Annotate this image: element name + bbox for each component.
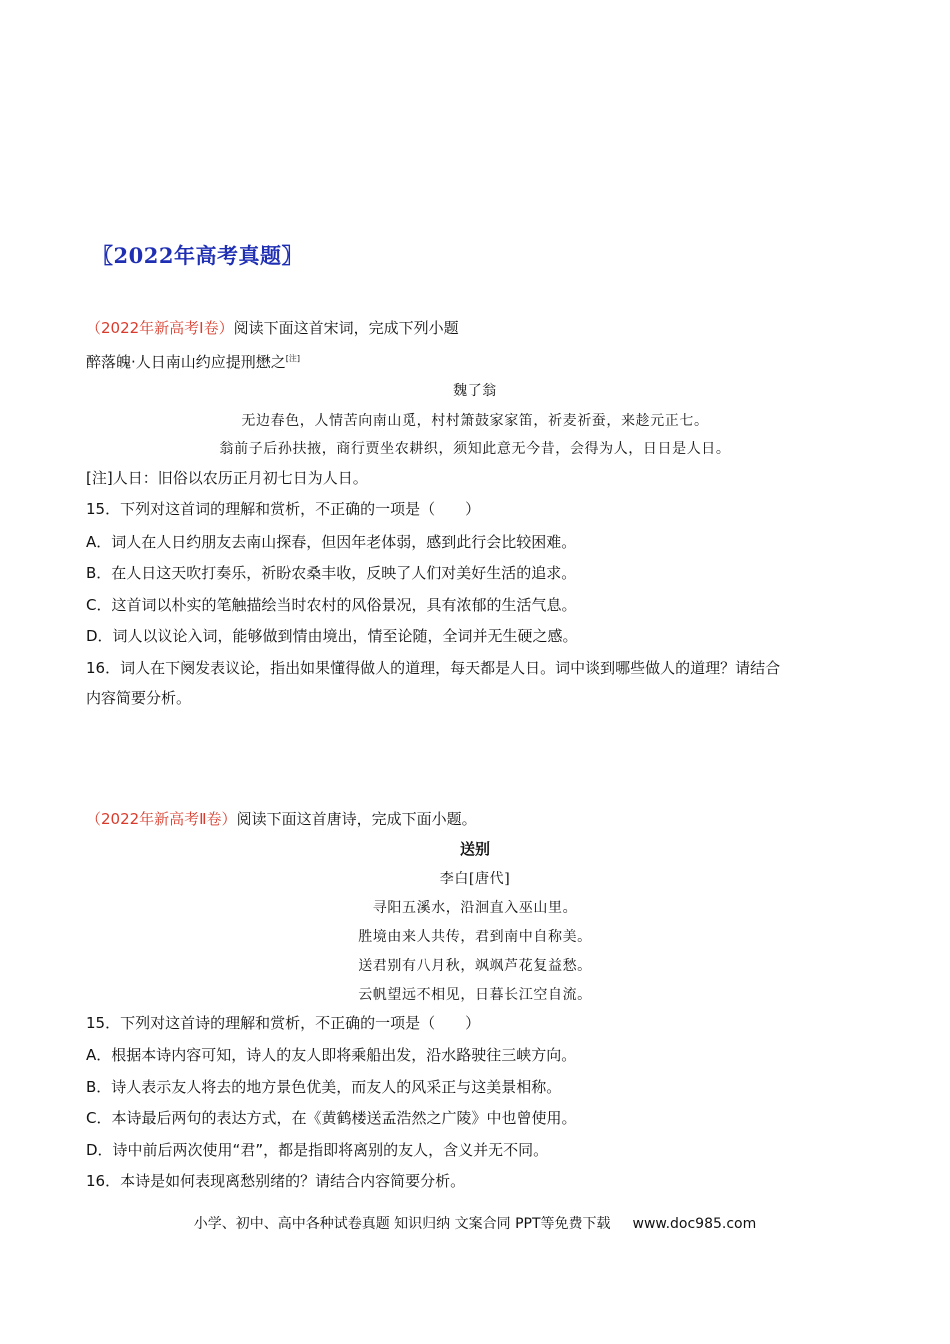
footer-url[interactable]: www.doc985.com bbox=[632, 1216, 757, 1232]
section1-option-c: C．这首词以朴实的笔触描绘当时农村的风俗景况，具有浓郁的生活气息。 bbox=[86, 596, 577, 614]
section2-option-d: D．诗中前后两次使用“君”，都是指即将离别的友人，含义并无不同。 bbox=[86, 1141, 549, 1159]
section2-poem-line: 寻阳五溪水，沿洄直入巫山里。 bbox=[372, 900, 578, 916]
section2-question-15: 15．下列对这首诗的理解和赏析，不正确的一项是（ ） bbox=[86, 1014, 481, 1032]
section2-question-16: 16．本诗是如何表现离愁别绪的？请结合内容简要分析。 bbox=[86, 1172, 466, 1190]
section1-poem-line: 翁前子后孙扶掖，商行贾坐农耕织，须知此意无今昔，会得为人，日日是人日。 bbox=[219, 441, 731, 457]
section2-option-c: C．本诗最后两句的表达方式，在《黄鹤楼送孟浩然之广陵》中也曾使用。 bbox=[86, 1109, 577, 1127]
section1-question-16-line2: 内容简要分析。 bbox=[86, 689, 192, 707]
section2-poem-line: 胜境由来人共传，君到南中自称美。 bbox=[358, 929, 592, 945]
section2-author: 李白[唐代] bbox=[439, 871, 511, 887]
section1-poem-line: 无边春色，人情苦向南山觅，村村箫鼓家家笛，祈麦祈蚕，来趁元正七。 bbox=[241, 413, 709, 429]
section1-author: 魏了翁 bbox=[453, 383, 497, 399]
section1-option-d: D．词人以议论入词，能够做到情由境出，情至论随，全词并无生硬之感。 bbox=[86, 627, 578, 645]
section1-source: （2022年新高考Ⅰ卷） bbox=[86, 319, 234, 337]
section1-question-15: 15．下列对这首词的理解和赏析，不正确的一项是（ ） bbox=[86, 500, 481, 518]
page-heading: 〖2022年高考真题〗 bbox=[92, 243, 303, 268]
section1-intro-line bbox=[86, 318, 459, 338]
section1-poem-title-line bbox=[86, 349, 300, 372]
section1-option-b: B．在人日这天吹打奏乐，祈盼农桑丰收，反映了人们对美好生活的追求。 bbox=[86, 564, 577, 582]
section2-source: （2022年新高考Ⅱ卷） bbox=[86, 810, 237, 828]
section1-intro: 阅读下面这首宋词，完成下列小题 bbox=[233, 319, 459, 337]
section2-poem-line: 送君别有八月秋，飒飒芦花复益愁。 bbox=[358, 958, 592, 974]
section2-poem-title: 送别 bbox=[459, 840, 490, 858]
section2-poem-line: 云帆望远不相见，日暮长江空自流。 bbox=[358, 987, 592, 1003]
page-footer bbox=[0, 1213, 950, 1233]
section2-intro: 阅读下面这首唐诗，完成下面小题。 bbox=[236, 810, 477, 828]
section1-note-mark: [注] bbox=[285, 354, 301, 363]
section2-option-a: A．根据本诗内容可知，诗人的友人即将乘船出发，沿水路驶往三峡方向。 bbox=[86, 1046, 577, 1064]
section1-poem-title: 醉落魄·人日南山约应提刑懋之 bbox=[86, 353, 286, 371]
section1-note: [注]人日：旧俗以农历正月初七日为人日。 bbox=[86, 469, 368, 487]
section2-option-b: B．诗人表示友人将去的地方景色优美，而友人的风采正与这美景相称。 bbox=[86, 1078, 562, 1096]
footer-text: 小学、初中、高中各种试卷真题 知识归纳 文案合同 PPT等免费下载 bbox=[193, 1216, 611, 1232]
section1-question-16-line1: 16．词人在下阕发表议论，指出如果懂得做人的道理，每天都是人日。词中谈到哪些做人的道理？请结合 bbox=[86, 659, 781, 677]
section1-option-a: A．词人在人日约朋友去南山探春，但因年老体弱，感到此行会比较困难。 bbox=[86, 533, 577, 551]
section2-intro-line bbox=[86, 809, 477, 829]
